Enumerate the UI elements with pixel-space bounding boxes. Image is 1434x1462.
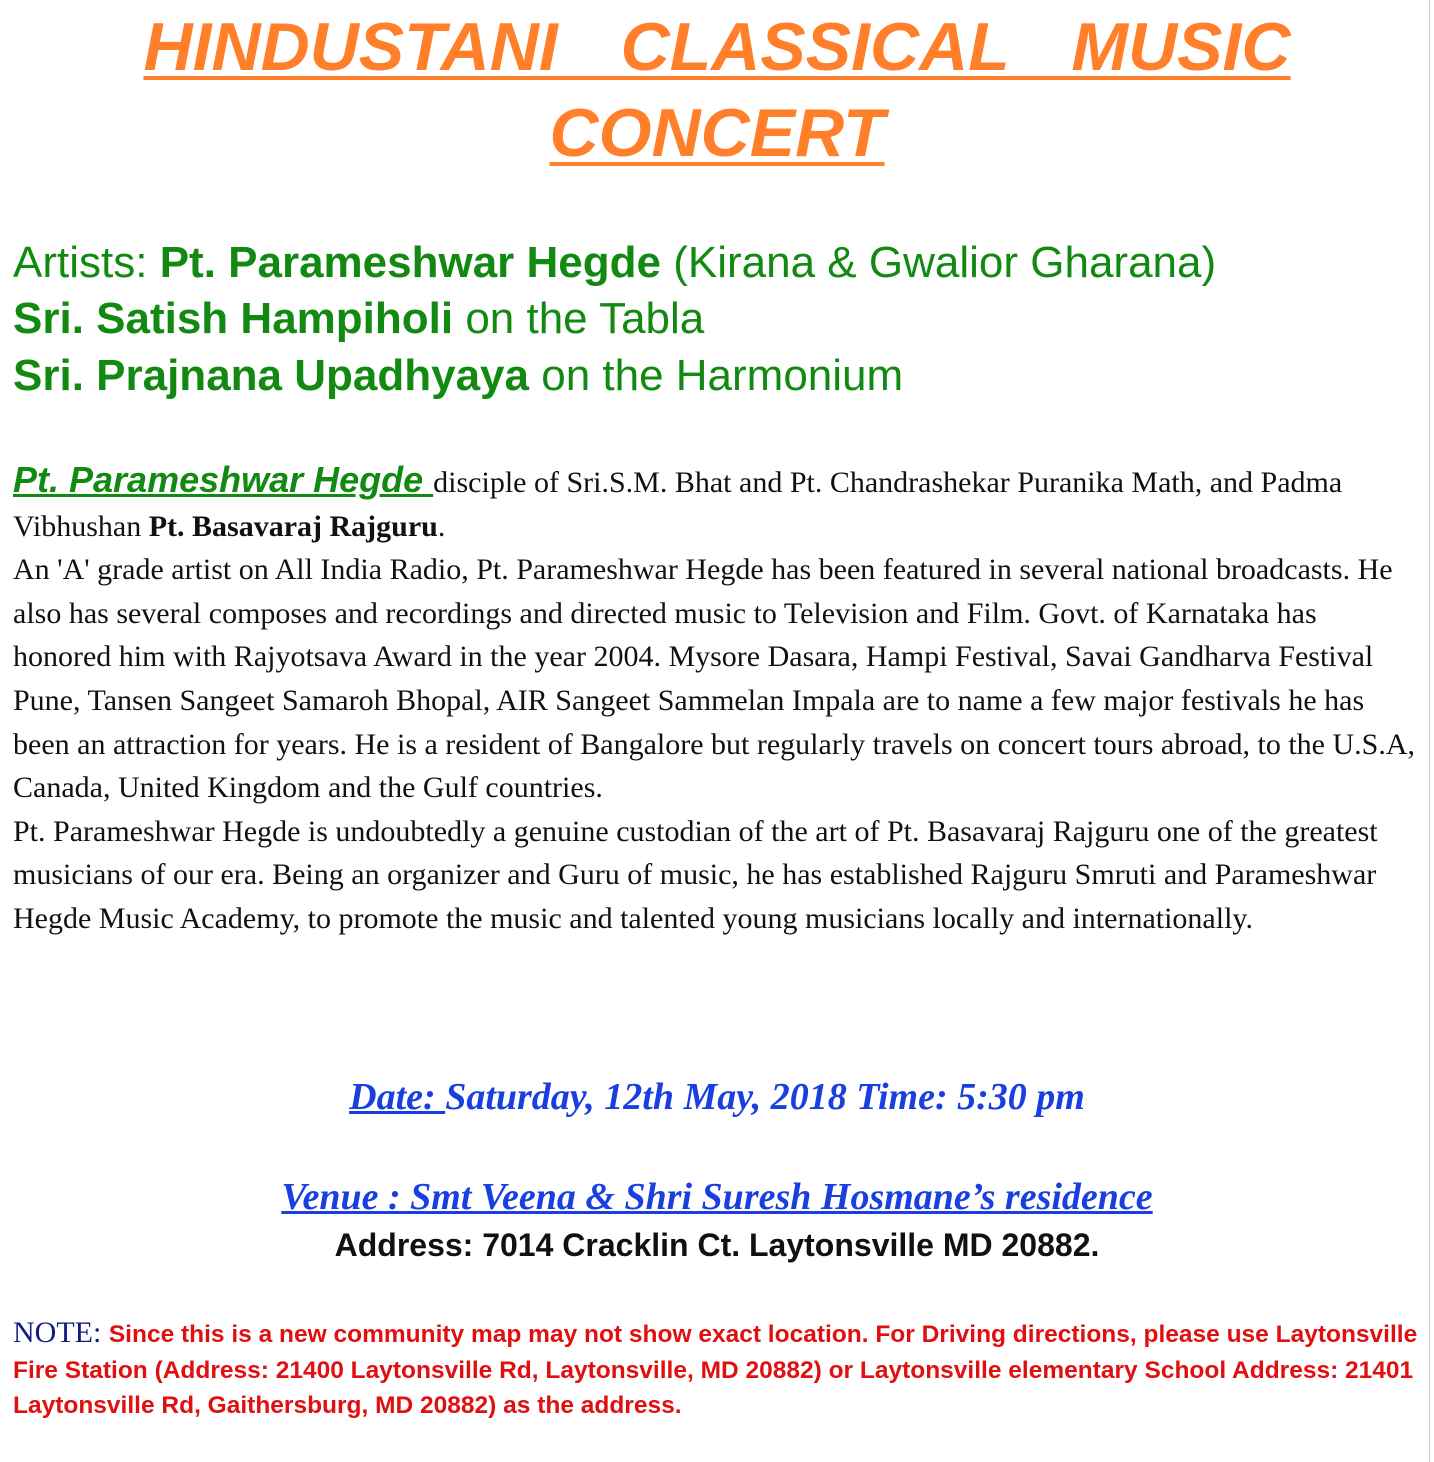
artist-tabla-role: on the Tabla — [453, 294, 705, 343]
driving-note — [13, 1315, 1418, 1424]
date-label: Date: — [349, 1076, 446, 1118]
event-address: Address: 7014 Cracklin Ct. Laytonsville MD 20882. — [334, 1227, 1100, 1263]
bio-intro: disciple of Sri.S.M. Bhat and Pt. Chandrashekar Puranika Math, and Padma Vibhushan — [13, 466, 1343, 543]
event-venue: Venue : Smt Veena & Shri Suresh Hosmane’s residence — [281, 1176, 1153, 1218]
bio-intro-end: . — [437, 509, 446, 543]
bio-paragraph-2: An 'A' grade artist on All India Radio, Pt. Parameshwar Hegde has been featured in several national broadcasts. He also has several composes and recordings and directed music to Television and Film. Govt. of Karnataka has honored him with Rajyotsava Award in the year 2004. Mysore Dasara, Hampi Festival, Savai Gandharva Festival Pune, Tansen Sangeet Samaroh Bhopal, AIR Sangeet Sammelan Impala are to name a few major festivals he has been an attraction for years. He is a resident of Bangalore but regularly travels on concert tours abroad, to the U.S.A, Canada, United Kingdom and the Gulf countries. — [13, 553, 1416, 805]
bio-guru-name: Pt. Basavaraj Rajguru — [148, 509, 438, 543]
bio-artist-name: Pt. Parameshwar Hegde — [13, 459, 434, 500]
artist-harmonium-role: on the Harmonium — [529, 351, 904, 400]
artist-harmonium-name: Sri. Prajnana Upadhyaya — [13, 351, 529, 400]
note-text: Since this is a new community map may not show exact location. For Driving directions, please use Laytonsville Fire Station (Address: 21400 Laytonsville Rd, Laytonsville, MD 20882) or Laytonsville elementary School Address: 21401 Laytonsville Rd, Gaithersburg, MD 20882) as the address. — [13, 1321, 1418, 1419]
artists-label: Artists: — [13, 238, 160, 287]
artist-lead-name: Pt. Parameshwar Hegde — [159, 238, 662, 287]
date-value: Saturday, 12th May, 2018 Time: 5:30 pm — [445, 1076, 1085, 1118]
bio-paragraph-3: Pt. Parameshwar Hegde is undoubtedly a genuine custodian of the art of Pt. Basavaraj Rajguru one of the greatest musicians of our era. Being an organizer and Guru of music, he has established Rajguru Smruti and Parameshwar Hegde Music Academy, to promote the music and talented young musicians locally and internationally. — [13, 814, 1378, 935]
artist-tabla-name: Sri. Satish Hampiholi — [13, 294, 454, 343]
note-label: NOTE: — [13, 1316, 109, 1349]
artist-lead-gharana: (Kirana & Gwalior Gharana) — [661, 238, 1217, 287]
bio-paragraph-1 — [13, 458, 1418, 548]
artist-lead-line — [13, 235, 1216, 291]
artist-tabla-line — [13, 291, 704, 347]
title-line-1: HINDUSTANI CLASSICAL MUSIC — [143, 9, 1291, 85]
artist-biography — [13, 458, 1418, 941]
event-date-time — [0, 1074, 1434, 1120]
artist-harmonium-line — [13, 348, 903, 404]
title-line-2: CONCERT — [549, 95, 885, 171]
